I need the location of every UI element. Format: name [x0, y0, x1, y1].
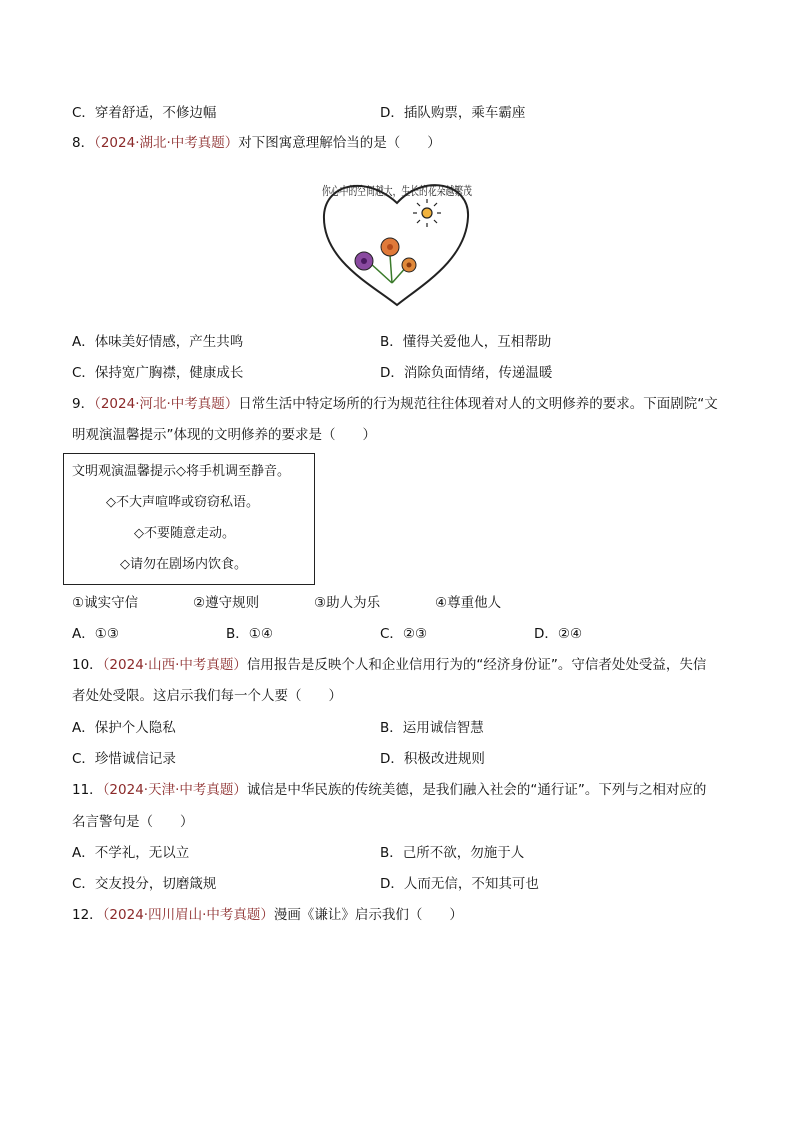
q9-option-b: B．①④	[226, 626, 273, 642]
q8-option-c: C．保持宽广胸襟，健康成长	[72, 365, 244, 381]
q9-stem-line2: 明观演温馨提示”体现的文明修养的要求是（ ）	[72, 427, 376, 443]
q12-question: 漫画《谦让》启示我们（ ）	[273, 907, 463, 923]
q9-item-4: ④尊重他人	[435, 595, 502, 611]
q11-source: （2024·天津·中考真题）	[102, 782, 247, 798]
notice-line-1: 文明观演温馨提示◇将手机调至静音。	[72, 464, 290, 479]
q11-stem-line1	[72, 781, 706, 799]
q8-number: 8．	[72, 135, 95, 151]
q11-number: 11．	[72, 782, 103, 798]
heart-flower-illustration	[312, 165, 527, 315]
q10-option-b: B．运用诚信智慧	[380, 720, 484, 736]
q10-source: （2024·山西·中考真题）	[102, 657, 247, 673]
q9-number: 9．	[72, 396, 95, 412]
q9-item-3: ③助人为乐	[314, 595, 381, 611]
theater-notice-box	[63, 453, 315, 585]
q10-number: 10．	[72, 657, 103, 673]
q10-stem-line2: 者处处受限。这启示我们每一个人要（ ）	[72, 688, 342, 704]
figure-caption: 你心中的空间越大，生长的花朵越繁茂	[322, 184, 527, 198]
q9-option-c: C．②③	[380, 626, 428, 642]
q10-option-d: D．积极改进规则	[380, 751, 485, 767]
q9-item-1: ①诚实守信	[72, 595, 139, 611]
notice-line-4: ◇请勿在剧场内饮食。	[120, 557, 247, 572]
q7-option-d: D．插队购票，乘车霸座	[380, 105, 526, 121]
q9-stem-line1	[72, 395, 718, 413]
q10-option-c: C．珍惜诚信记录	[72, 751, 176, 767]
q9-item-2: ②遵守规则	[193, 595, 260, 611]
q11-option-c: C．交友投分，切磨箴规	[72, 876, 217, 892]
q8-option-d: D．消除负面情绪，传递温暖	[380, 365, 553, 381]
q8-option-b: B．懂得关爱他人，互相帮助	[380, 334, 552, 350]
q9-option-d: D．②④	[534, 626, 583, 642]
q11-option-b: B．己所不欲，勿施于人	[380, 845, 525, 861]
q10-stem-text: 信用报告是反映个人和企业信用行为的“经济身份证”。守信者处处受益，失信	[246, 657, 707, 673]
q8-option-a: A．体味美好情感，产生共鸣	[72, 334, 244, 350]
q8-source: （2024·湖北·中考真题）	[94, 135, 239, 151]
notice-line-3: ◇不要随意走动。	[134, 526, 235, 541]
q10-option-a: A．保护个人隐私	[72, 720, 176, 736]
notice-line-2: ◇不大声喧哗或窃窃私语。	[106, 495, 259, 510]
q12-stem	[72, 906, 463, 924]
q9-option-a: A．①③	[72, 626, 119, 642]
q11-option-d: D．人而无信，不知其可也	[380, 876, 539, 892]
q9-source: （2024·河北·中考真题）	[94, 396, 239, 412]
q12-number: 12．	[72, 907, 103, 923]
q10-stem-line1	[72, 656, 706, 674]
q12-source: （2024·四川眉山·中考真题）	[102, 907, 274, 923]
q11-stem-line2: 名言警句是（ ）	[72, 814, 194, 830]
q7-option-c: C．穿着舒适，不修边幅	[72, 105, 217, 121]
q11-stem-text: 诚信是中华民族的传统美德，是我们融入社会的“通行证”。下列与之相对应的	[246, 782, 707, 798]
q8-stem	[72, 134, 441, 152]
q9-stem-text: 日常生活中特定场所的行为规范往往体现着对人的文明修养的要求。下面剧院“文	[238, 396, 718, 412]
q11-option-a: A．不学礼，无以立	[72, 845, 190, 861]
q8-question: 对下图寓意理解恰当的是（ ）	[238, 135, 441, 151]
